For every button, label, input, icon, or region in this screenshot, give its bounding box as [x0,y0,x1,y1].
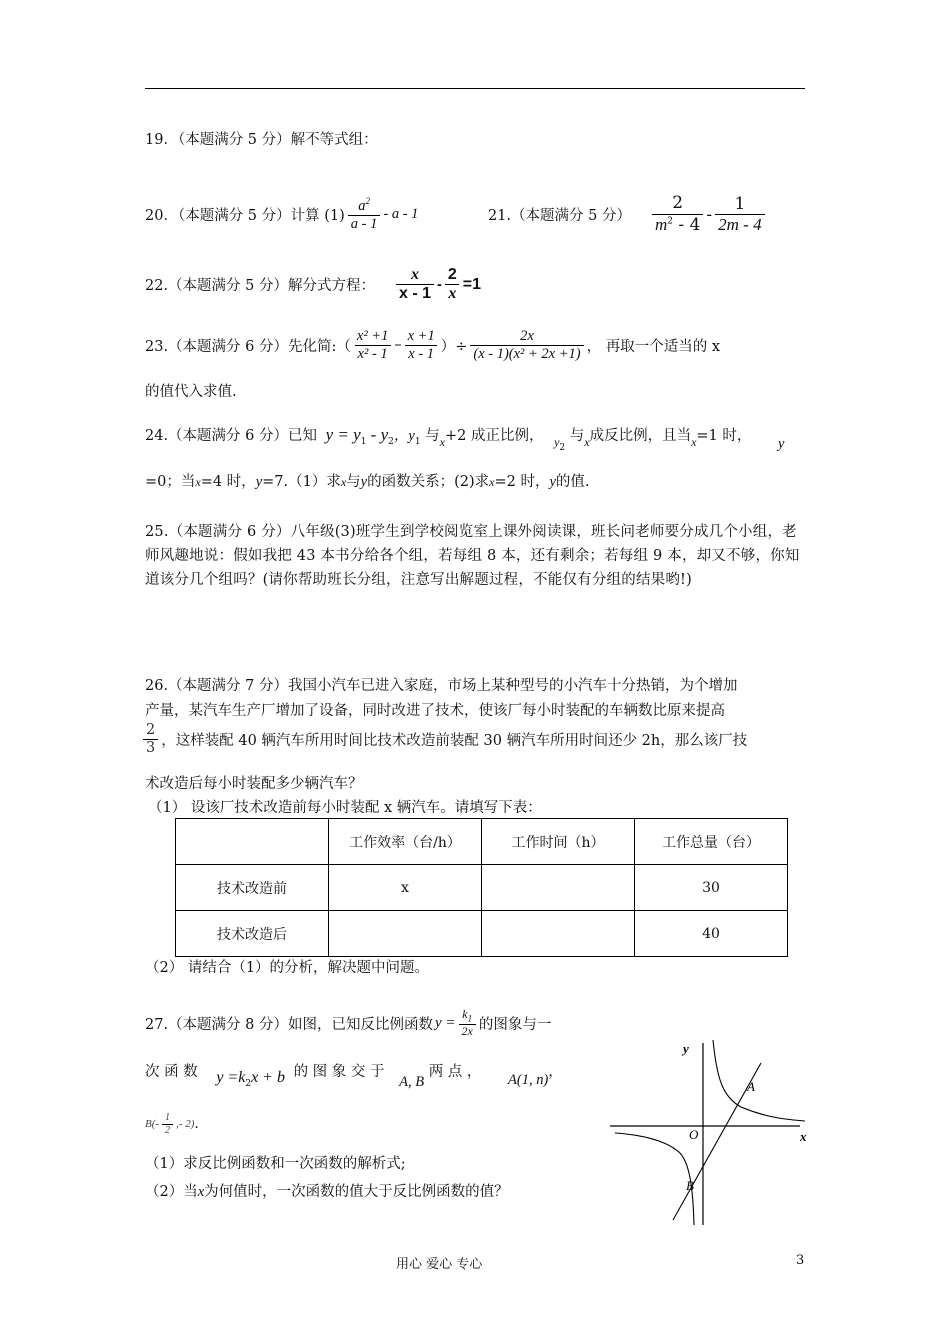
table-cell: 30 [635,865,788,911]
hyperbola-branch-1 [713,1040,805,1121]
question-24-line1: 24.（本题满分 6 分）已知 $y = y_1 - y_2$，$y_1$ 与$_x$+2 成正比例， $_{y2}$ 与$_x$成反比例，且当$_x$=1 时， y [145,425,785,453]
question-26-line1: 26.（本题满分 7 分）我国小汽车已进入家庭，市场上某种型号的小汽车十分热销，为个增加 [145,678,738,694]
header-rule [145,88,805,89]
question-24-line2: =0；当x=4 时，y=7.（1）求x与y的函数关系；(2)求x=2 时，y的值. [145,474,590,490]
q27-fraction: $\frac{k_1}{2x}$ [459,1008,476,1039]
q23-fraction-1: $\frac{\text{x² +1}}{\text{x² - 1}}$ [354,328,391,362]
page-number: 3 [796,1253,805,1268]
point-b: B(- $\frac{1}{2}$ ,- 2) . [145,1112,199,1136]
question-26-line2: 产量，某汽车生产厂增加了设备，同时改进了技术，使该厂每小时装配的车辆数比原来提高 [145,703,725,719]
table-header-cell: 工作效率（台/h） [329,819,482,865]
question-26-part1: （1） 设该厂技术改造前每小时装配 x 辆汽车。请填写下表： [148,800,542,816]
y-axis-label: y [683,1041,689,1056]
question-21: 21.（本题满分 5 分） $\frac{2}{m^2 - 4}$ - $\frac{1}{2m - 4}$ [488,194,768,235]
point-b-fraction: $\frac{1}{2}$ [162,1112,173,1136]
question-27-part1: （1）求反比例函数和一次函数的解析式; [145,1156,406,1172]
table-cell [482,911,635,957]
table-cell: 技术改造前 [176,865,329,911]
question-27-line2: 次 函 数 $y =k_2x + b$ 的 图 象 交 于 A, B 两 点 ， A(1, n)， [145,1064,563,1090]
q22-fraction-2: $\frac{2}{x}$ [445,266,460,304]
table-cell: 40 [635,911,788,957]
question-26-part2: （2） 请结合（1）的分析，解决题中问题。 [145,960,430,976]
q23-fraction-3: $\frac{2x}{\text{(x - 1)(x² + 2x +1)}}$ [470,328,583,362]
question-26-line3: $\frac{2}{3}$ ，这样装配 40 辆汽车所用时间比技术改造前装配 30 辆汽车所用时间还少 2h，那么该厂技 [140,722,747,756]
origin-label: O [689,1127,699,1142]
question-22: 22.（本题满分 5 分）解分式方程： $\frac{x}{x - 1}$ - $\frac{2}{x}$ =1 [145,266,482,303]
question-23: 23.（本题满分 6 分）先化简:（ $\frac{\text{x² +1}}{\text{x² - 1}}$ – $\frac{x +1}{x - 1}$ ）÷ $\frac{2x}{\text{(x - 1)(x² + 2x +1)}}$ ， 再取一个适当的 x [145,328,721,362]
point-a-label: A [747,1079,755,1094]
table-header-cell: 工作时间（h） [482,819,635,865]
q21-fraction-1: $\frac{2}{m^2 - 4}$ [652,194,703,235]
question-26-line4: 术改造后每小时装配多少辆汽车？ [145,776,363,792]
table-row [176,865,788,911]
question-23-line2: 的值代入求值. [145,384,237,400]
q22-fraction-1: $\frac{x}{x - 1}$ [396,266,434,304]
table-header-row [176,819,788,865]
hyperbola-branch-2 [615,1133,694,1225]
work-table [175,818,788,957]
question-27-line1: 27.（本题满分 8 分）如图，已知反比例函数 y = $\frac{k_1}{2x}$ 的图象与一 [145,1007,552,1038]
table-cell [482,865,635,911]
table-header-cell [176,819,329,865]
footer-motto: 用心 爱心 专心 [396,1257,483,1272]
table-cell [329,911,482,957]
x-axis-label: x [800,1129,807,1144]
function-graph [605,1035,820,1230]
q21-fraction-2: $\frac{1}{2m - 4}$ [715,195,764,235]
question-20: 20．（本题满分 5 分）计算 (1) $\frac{a^2}{a - 1}$ - a - 1 [145,196,419,232]
question-27-part2: （2）当x为何值时，一次函数的值大于反比例函数的值？ [145,1184,509,1200]
point-b-label: B [686,1178,694,1193]
table-header-cell: 工作总量（台） [635,819,788,865]
table-row [176,911,788,957]
q20-fraction: $\frac{a^2}{a - 1}$ [348,196,381,232]
question-25: 25.（本题满分 6 分）八年级(3)班学生到学校阅览室上课外阅读课，班长问老师要分成几个小组，老师风趣地说：假如我把 43 本书分给各个组，若每组 8 本，还有剩余；若每组 9 本，却又不够，你知道该分几个组吗？(请你帮助班长分组，注意写出解题过程，不能仅有分组的结果哟!) [145,524,800,588]
q26-fraction: $\frac{2}{3}$ [143,722,158,756]
question-19: 19．（本题满分 5 分）解不等式组： [145,132,378,148]
table-cell: x [329,865,482,911]
q23-fraction-2: $\frac{x +1}{x - 1}$ [405,328,438,362]
table-cell: 技术改造后 [176,911,329,957]
